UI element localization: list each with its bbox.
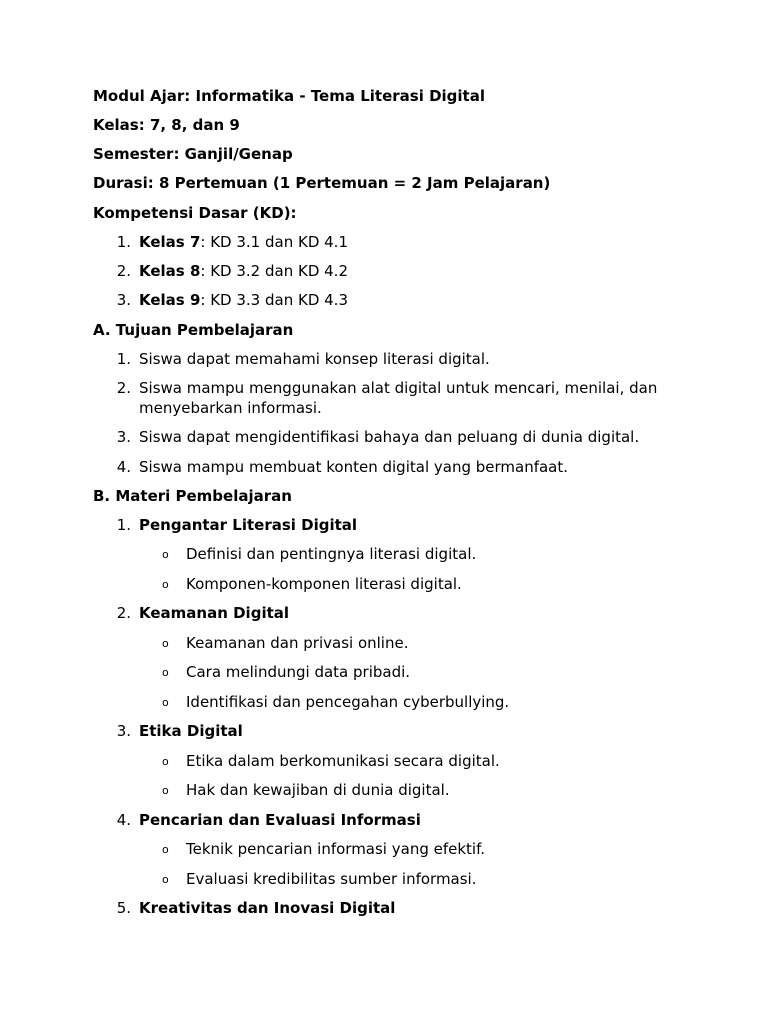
list-number: 2.	[116, 379, 131, 397]
kelas-text: Kelas: 7, 8, dan 9	[93, 116, 240, 134]
list-number: 4.	[116, 458, 131, 476]
list-number: 1.	[116, 233, 131, 251]
topic-title: Kreativitas dan Inovasi Digital	[139, 899, 396, 917]
list-number: 2.	[116, 262, 131, 280]
subitem-text: Definisi dan pentingnya literasi digital.	[186, 545, 477, 563]
topic-title: Etika Digital	[139, 722, 243, 740]
kd-label: Kelas 8	[139, 262, 201, 280]
tujuan-heading: A. Tujuan Pembelajaran	[93, 321, 294, 339]
bullet-icon: o	[162, 755, 169, 768]
tujuan-text: Siswa mampu membuat konten digital yang bermanfaat.	[139, 458, 569, 476]
kd-label: Kelas 9	[139, 291, 201, 309]
list-number: 3.	[116, 291, 131, 309]
subitem-text: Evaluasi kredibilitas sumber informasi.	[186, 870, 477, 888]
subitem-text: Teknik pencarian informasi yang efektif.	[186, 840, 486, 858]
list-number: 1.	[116, 350, 131, 368]
kd-text: : KD 3.1 dan KD 4.1	[200, 233, 348, 251]
list-number: 2.	[116, 604, 131, 622]
modul-title: Modul Ajar: Informatika - Tema Literasi Digital	[93, 87, 485, 105]
subitem-text: Keamanan dan privasi online.	[186, 634, 409, 652]
kd-text: : KD 3.2 dan KD 4.2	[200, 262, 348, 280]
bullet-icon: o	[162, 578, 169, 591]
bullet-icon: o	[162, 784, 169, 797]
semester-text: Semester: Ganjil/Genap	[93, 145, 293, 163]
subitem-text: Identifikasi dan pencegahan cyberbullying.	[186, 693, 510, 711]
tujuan-text: Siswa dapat memahami konsep literasi digital.	[139, 350, 490, 368]
subitem-text: Komponen-komponen literasi digital.	[186, 575, 462, 593]
bullet-icon: o	[162, 666, 169, 679]
kd-text: : KD 3.3 dan KD 4.3	[200, 291, 348, 309]
list-number: 4.	[116, 811, 131, 829]
kd-heading: Kompetensi Dasar (KD):	[93, 204, 297, 222]
list-number: 1.	[116, 516, 131, 534]
materi-heading: B. Materi Pembelajaran	[93, 487, 292, 505]
subitem-text: Cara melindungi data pribadi.	[186, 663, 411, 681]
bullet-icon: o	[162, 548, 169, 561]
bullet-icon: o	[162, 873, 169, 886]
kd-label: Kelas 7	[139, 233, 201, 251]
tujuan-text: Siswa mampu menggunakan alat digital untuk mencari, menilai, dan menyebarkan informasi.	[139, 379, 658, 417]
bullet-icon: o	[162, 696, 169, 709]
topic-title: Keamanan Digital	[139, 604, 290, 622]
list-number: 3.	[116, 722, 131, 740]
durasi-text: Durasi: 8 Pertemuan (1 Pertemuan = 2 Jam Pelajaran)	[93, 174, 551, 192]
list-number: 5.	[116, 899, 131, 917]
topic-title: Pencarian dan Evaluasi Informasi	[139, 811, 421, 829]
bullet-icon: o	[162, 843, 169, 856]
subitem-text: Etika dalam berkomunikasi secara digital.	[186, 752, 500, 770]
bullet-icon: o	[162, 637, 169, 650]
tujuan-text: Siswa dapat mengidentifikasi bahaya dan peluang di dunia digital.	[139, 428, 640, 446]
topic-title: Pengantar Literasi Digital	[139, 516, 358, 534]
subitem-text: Hak dan kewajiban di dunia digital.	[186, 781, 450, 799]
list-number: 3.	[116, 428, 131, 446]
